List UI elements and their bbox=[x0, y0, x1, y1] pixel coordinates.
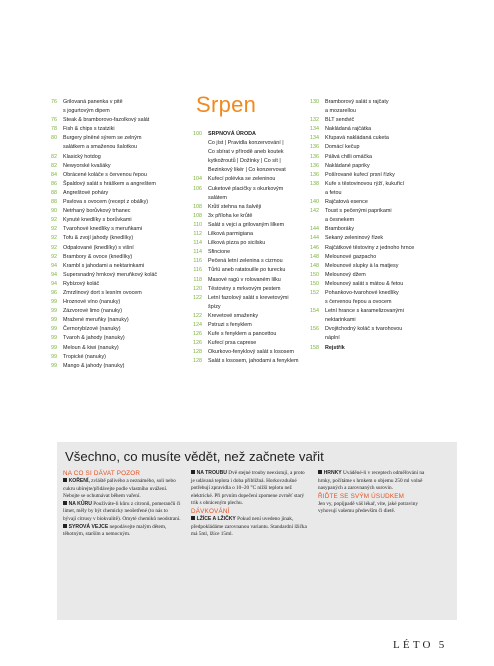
toc-page-number: 76 bbox=[51, 99, 57, 105]
toc-page-number: 92 bbox=[51, 226, 57, 233]
toc-page-number: 144 bbox=[310, 235, 319, 242]
toc-recipe-title: Melounové slupky à la matjesy bbox=[325, 262, 399, 269]
toc-entry bbox=[190, 348, 299, 357]
toc-recipe-title: Pečená letní zelenina s cizrnou bbox=[208, 258, 283, 265]
recipe-list-column-1 bbox=[45, 98, 157, 371]
toc-recipe-title: Salát s vejci a grilovaným lilkem bbox=[208, 221, 285, 228]
info-paragraph: KOŘENÍ, zvláště pálivého a neznámého, soli nebo cukru ubírejte/přidávejte podle vlastního uvážení. Nebojte se ochutnávat během vaření. bbox=[63, 478, 176, 500]
toc-page-number: 148 bbox=[310, 253, 319, 260]
page-footer bbox=[393, 639, 444, 651]
toc-entry bbox=[307, 316, 414, 325]
toc-page-number: 96 bbox=[51, 289, 57, 296]
toc-entry bbox=[307, 225, 414, 234]
toc-recipe-title: Newyorské kvašáky bbox=[63, 162, 111, 169]
toc-entry bbox=[190, 194, 299, 203]
toc-recipe-title: a česnekem bbox=[325, 217, 355, 224]
toc-recipe-title: Angreštové poháry bbox=[63, 189, 109, 196]
bullet-square-icon bbox=[318, 470, 322, 474]
toc-entry bbox=[307, 262, 414, 271]
toc-recipe-title: Mražené meruňky (nanuky) bbox=[63, 317, 129, 324]
toc-recipe-title: Toust s pečenými paprikami bbox=[325, 208, 392, 215]
info-paragraph: NA TROUBU Dvě stejné trouby neexistují, a proto je udávaná teplota i doba přibližná. Horkovzdušné potřebují zpravidla o 10–20 °C nižší teplotu než elektrické. Při prvním dopečení zpomene zvrněť starý trik s obráceným plechu. bbox=[191, 470, 305, 507]
toc-entry bbox=[190, 239, 299, 248]
recipe-list-column-2 bbox=[190, 130, 299, 366]
toc-recipe-title: Rejstřík bbox=[325, 344, 345, 351]
toc-recipe-title: Salát s lososem, jahodami a fenyklem bbox=[208, 358, 299, 365]
toc-recipe-title: Netrhaný borůvkový trhanec bbox=[63, 208, 131, 215]
toc-entry bbox=[190, 339, 299, 348]
toc-page-number: 99 bbox=[51, 335, 57, 342]
toc-recipe-title: Letní fazolový salát s krevetovými bbox=[208, 294, 289, 301]
toc-entry bbox=[45, 244, 157, 253]
toc-page-number: 126 bbox=[193, 331, 202, 338]
toc-entry bbox=[307, 325, 414, 334]
toc-entry bbox=[190, 330, 299, 339]
toc-recipe-title: Kuře s těstovinovou rýží, kukuřicí bbox=[325, 180, 405, 187]
toc-page-number: 132 bbox=[310, 117, 319, 124]
toc-entry bbox=[307, 125, 414, 134]
toc-recipe-title: Nakládané papriky bbox=[325, 162, 370, 169]
bullet-square-icon bbox=[63, 524, 67, 528]
toc-page-number: 112 bbox=[193, 231, 202, 238]
toc-page-number: 130 bbox=[310, 99, 319, 105]
toc-entry bbox=[307, 116, 414, 125]
toc-page-number: 156 bbox=[310, 326, 319, 333]
bullet-square-icon bbox=[191, 470, 195, 474]
toc-recipe-title: Brambory & ovoce (knedlíky) bbox=[63, 253, 133, 260]
toc-recipe-title: Steak & bramborovo-fazolkový salát bbox=[63, 117, 150, 124]
toc-entry bbox=[45, 316, 157, 325]
toc-page-number: 82 bbox=[51, 162, 57, 169]
info-paragraph: LŽÍCE A LŽIČKY Pokud není uvedeno jinak, předpokládáme zarovnanou variantu. Standardní lžička má 5ml, lžíce 15ml. bbox=[191, 515, 307, 538]
toc-entry bbox=[190, 221, 299, 230]
toc-entry bbox=[190, 294, 299, 303]
toc-recipe-title: s červenou řepou a ovocem bbox=[325, 299, 392, 306]
toc-page-number: 136 bbox=[310, 153, 319, 160]
toc-recipe-title: Melounové gazpacho bbox=[325, 253, 377, 260]
toc-recipe-title: Supersnadný hrnkový meruňkový koláč bbox=[63, 271, 158, 278]
toc-page-number: 78 bbox=[51, 126, 57, 133]
toc-page-number: 99 bbox=[51, 362, 57, 369]
toc-page-number: 99 bbox=[51, 344, 57, 351]
toc-entry bbox=[45, 207, 157, 216]
toc-page-number: 106 bbox=[193, 185, 202, 192]
toc-recipe-title: Tůrlü aneb ratatouille po turecku bbox=[208, 267, 286, 274]
toc-recipe-title: Krevetové smaženky bbox=[208, 312, 259, 319]
toc-page-number: 88 bbox=[51, 189, 57, 196]
toc-entry bbox=[307, 234, 414, 243]
toc-recipe-title: Zázvorové limo (nanuky) bbox=[63, 308, 123, 315]
toc-page-number: 140 bbox=[310, 199, 319, 206]
toc-recipe-title: Pstruzi s fenyklem bbox=[208, 321, 252, 328]
toc-entry bbox=[45, 289, 157, 298]
toc-page-number: 114 bbox=[193, 240, 202, 247]
toc-page-number: 142 bbox=[310, 208, 319, 215]
toc-entry bbox=[307, 289, 414, 298]
toc-page-number: 92 bbox=[51, 235, 57, 242]
toc-recipe-title: špízy bbox=[208, 303, 221, 310]
toc-recipe-title: Křupavá nakládaná cuketa bbox=[325, 135, 389, 142]
info-heading: NA CO SI DÁVAT POZOR bbox=[63, 470, 141, 477]
info-column-1 bbox=[63, 470, 181, 539]
toc-entry bbox=[307, 134, 414, 143]
toc-page-number: 99 bbox=[51, 326, 57, 333]
toc-page-number: 92 bbox=[51, 244, 57, 251]
toc-entry bbox=[307, 189, 414, 198]
toc-recipe-title: salátkem a smaženou šalotkou bbox=[63, 144, 138, 151]
toc-page-number: 94 bbox=[51, 280, 57, 287]
toc-entry bbox=[190, 130, 299, 139]
toc-recipe-title: Nakládaná rajčátka bbox=[325, 126, 372, 133]
toc-page-number: 92 bbox=[51, 253, 57, 260]
toc-entry bbox=[307, 171, 414, 180]
toc-page-number: 90 bbox=[51, 208, 57, 215]
toc-page-number: 108 bbox=[193, 203, 202, 210]
toc-entry bbox=[190, 357, 299, 366]
toc-entry bbox=[190, 157, 299, 166]
toc-recipe-title: Masové ragú v rolovaném lilku bbox=[208, 276, 281, 283]
toc-entry bbox=[45, 298, 157, 307]
toc-entry bbox=[45, 344, 157, 353]
info-heading: DÁVKOVÁNÍ bbox=[191, 507, 230, 515]
toc-recipe-title: Cuketové placičky s okurkovým bbox=[208, 185, 284, 192]
info-paragraph: NA KŮRU Používáte-li kůru z citronů, pomerančů či limet, měly by být chemicky neošetřené (to nás to bývají citrusy v biokvalitě). Omyté chemiků neodstraní. bbox=[63, 500, 181, 522]
toc-recipe-title: Melounový salát s mátou & fetou bbox=[325, 280, 404, 287]
toc-page-number: 80 bbox=[51, 135, 57, 142]
toc-page-number: 118 bbox=[193, 276, 202, 283]
toc-entry bbox=[307, 280, 414, 289]
toc-recipe-title: Rybízový koláč bbox=[63, 280, 100, 287]
toc-page-number: 114 bbox=[193, 249, 202, 256]
toc-entry bbox=[307, 334, 414, 343]
toc-recipe-title: Tvarohové knedlíky s meruňkami bbox=[63, 226, 143, 233]
toc-recipe-title: Melounový džem bbox=[325, 271, 366, 278]
toc-recipe-title: Co jíst | Pravidla konzervování | bbox=[208, 140, 284, 147]
toc-recipe-title: Sekaný zeleninový řízek bbox=[325, 235, 384, 242]
toc-recipe-title: Letní hrance s karamelizovanými bbox=[325, 308, 404, 315]
toc-recipe-title: Pohankovo-tvarohové knedlíky bbox=[325, 289, 399, 296]
toc-entry bbox=[45, 280, 157, 289]
toc-page-number: 146 bbox=[310, 244, 319, 251]
toc-entry bbox=[307, 244, 414, 253]
toc-recipe-title: Krambl s jahodami a nektarinkami bbox=[63, 262, 145, 269]
toc-page-number: 144 bbox=[310, 226, 319, 233]
toc-entry bbox=[190, 303, 299, 312]
toc-recipe-title: Klasický hotdog bbox=[63, 153, 101, 160]
toc-entry bbox=[45, 253, 157, 262]
toc-entry bbox=[307, 307, 414, 316]
toc-entry bbox=[45, 125, 157, 134]
bullet-square-icon bbox=[63, 478, 67, 482]
toc-recipe-title: Mango & jahody (nanuky) bbox=[63, 362, 125, 369]
toc-page-number: 108 bbox=[193, 212, 202, 219]
toc-page-number: 128 bbox=[193, 349, 202, 356]
toc-page-number: 92 bbox=[51, 217, 57, 224]
toc-entry bbox=[190, 248, 299, 257]
toc-entry bbox=[307, 162, 414, 171]
toc-entry bbox=[190, 312, 299, 321]
toc-page-number: 134 bbox=[310, 135, 319, 142]
info-paragraph: HRNKY Uváděné-li v receptech odměřování na hrnky, počítáme s hrnkem o objemu 250 ml volně nasypaných a zarovnaných surovin. bbox=[318, 470, 425, 492]
toc-page-number: 86 bbox=[51, 180, 57, 187]
toc-entry bbox=[307, 198, 414, 207]
toc-recipe-title: Tvaroh & jahody (nanuky) bbox=[63, 335, 125, 342]
toc-entry bbox=[190, 212, 299, 221]
toc-recipe-title: Pavlova s ovocem (recept z obálky) bbox=[63, 199, 149, 206]
toc-entry bbox=[45, 134, 157, 143]
toc-recipe-title: kytkožroutů | Dožínky | Co sít | bbox=[208, 158, 281, 165]
toc-recipe-title: Fish & chips s tzatziki bbox=[63, 126, 115, 133]
toc-page-number: 154 bbox=[310, 308, 319, 315]
toc-page-number: 99 bbox=[51, 308, 57, 315]
toc-entry bbox=[45, 116, 157, 125]
toc-recipe-title: Co sbírat v přírodě aneb koutek bbox=[208, 149, 284, 156]
toc-page-number: 148 bbox=[310, 262, 319, 269]
toc-recipe-title: s jogurtovým dipem bbox=[63, 108, 110, 115]
toc-entry bbox=[45, 271, 157, 280]
toc-page-number: 94 bbox=[51, 262, 57, 269]
toc-page-number: 128 bbox=[193, 358, 202, 365]
info-paragraph: Jen vy, popíjpadě váš lékař, víte, jaké potraviny vyhovují vašemu především či dietě. bbox=[318, 500, 418, 515]
info-column-2 bbox=[191, 470, 309, 539]
toc-page-number: 99 bbox=[51, 353, 57, 360]
toc-page-number: 136 bbox=[310, 144, 319, 151]
page-number: 5 bbox=[438, 639, 445, 651]
toc-page-number: 94 bbox=[51, 271, 57, 278]
toc-entry bbox=[45, 307, 157, 316]
toc-page-number: 150 bbox=[310, 280, 319, 287]
toc-page-number: 116 bbox=[193, 258, 202, 265]
toc-page-number: 138 bbox=[310, 180, 319, 187]
toc-entry bbox=[307, 344, 414, 353]
toc-recipe-title: Krůtí stehna na šalvěji bbox=[208, 203, 262, 210]
toc-recipe-title: Bezinkový likér | Co konzervovat bbox=[208, 167, 286, 174]
toc-entry bbox=[45, 362, 157, 371]
toc-entry bbox=[307, 216, 414, 225]
toc-entry bbox=[45, 262, 157, 271]
info-paragraph: SYROVÁ VEJCE nepodávejte malým dětem, těhotným, starším a nemocným. bbox=[63, 523, 167, 538]
toc-recipe-title: SRPNOVÁ ÚRODA bbox=[208, 131, 256, 137]
toc-page-number: 110 bbox=[193, 221, 202, 228]
toc-recipe-title: Dvojitchodný koláč s tvarohovou bbox=[325, 326, 403, 333]
toc-entry bbox=[190, 257, 299, 266]
toc-recipe-title: Meloun & kiwi (nanuky) bbox=[63, 344, 119, 351]
toc-entry bbox=[45, 325, 157, 334]
toc-page-number: 158 bbox=[310, 344, 319, 351]
toc-page-number: 134 bbox=[310, 126, 319, 133]
toc-entry bbox=[190, 276, 299, 285]
toc-recipe-title: Grilovaná panenka v pitě bbox=[63, 99, 123, 105]
toc-recipe-title: Zmrzlinový dort s lesním ovocem bbox=[63, 289, 142, 296]
toc-recipe-title: Okurkovo-fenyklový salát s lososem bbox=[208, 349, 294, 356]
toc-page-number: 126 bbox=[193, 340, 202, 347]
toc-recipe-title: Bramborový salát s rajčaty bbox=[325, 99, 389, 105]
toc-recipe-title: Burgery plněné sýrem se zelným bbox=[63, 135, 142, 142]
toc-entry bbox=[307, 271, 414, 280]
toc-recipe-title: Pálivá chilli omáčka bbox=[325, 153, 373, 160]
toc-recipe-title: Tropické (nanuky) bbox=[63, 353, 106, 360]
toc-page-number: 116 bbox=[193, 267, 202, 274]
toc-entry bbox=[307, 153, 414, 162]
toc-page-number: 99 bbox=[51, 299, 57, 306]
toc-recipe-title: Rajčátkové těstoviny z jednoho hrnce bbox=[325, 244, 415, 251]
info-box-title: Všechno, co musíte vědět, než začnete vařit bbox=[65, 449, 324, 464]
toc-entry bbox=[45, 353, 157, 362]
bullet-square-icon bbox=[63, 501, 67, 505]
recipe-list-column-3 bbox=[307, 98, 414, 353]
toc-recipe-title: Bramboráky bbox=[325, 226, 355, 233]
toc-recipe-title: Černorybízové (nanuky) bbox=[63, 326, 121, 333]
toc-entry bbox=[45, 171, 157, 180]
toc-recipe-title: Kuřecí prsa caprese bbox=[208, 340, 257, 347]
toc-recipe-title: Sfincione bbox=[208, 249, 231, 256]
toc-entry bbox=[190, 230, 299, 239]
toc-recipe-title: Lilková pizza po sicilsku bbox=[208, 240, 266, 247]
toc-recipe-title: Kynuté knedlíky s borůvkami bbox=[63, 217, 132, 224]
toc-entry bbox=[45, 98, 157, 107]
toc-entry bbox=[45, 153, 157, 162]
toc-entry bbox=[190, 321, 299, 330]
toc-recipe-title: Kuřecí polévka se zeleninou bbox=[208, 176, 276, 183]
toc-recipe-title: a fetou bbox=[325, 189, 342, 196]
toc-recipe-title: Pošírované kuřecí prsní řízky bbox=[325, 171, 395, 178]
toc-page-number: 124 bbox=[193, 321, 202, 328]
toc-recipe-title: Hroznové víno (nanuky) bbox=[63, 299, 121, 306]
toc-entry bbox=[45, 162, 157, 171]
toc-page-number: 150 bbox=[310, 271, 319, 278]
toc-entry bbox=[190, 285, 299, 294]
toc-entry bbox=[45, 143, 157, 152]
toc-entry bbox=[45, 107, 157, 116]
toc-recipe-title: Domácí kečup bbox=[325, 144, 360, 151]
toc-page-number: 152 bbox=[310, 289, 319, 296]
toc-entry bbox=[45, 216, 157, 225]
toc-recipe-title: nektarinkami bbox=[325, 317, 356, 324]
toc-recipe-title: Odpalované (knedlíky) s višní bbox=[63, 244, 134, 251]
toc-page-number: 122 bbox=[193, 294, 202, 301]
footer-label: LÉTO bbox=[393, 639, 434, 651]
toc-page-number: 76 bbox=[51, 117, 57, 124]
info-heading: ŘIĎTE SE SVÝM ÚSUDKEM bbox=[318, 492, 405, 500]
toc-entry bbox=[190, 185, 299, 194]
toc-entry bbox=[190, 148, 299, 157]
toc-recipe-title: BLT sendvič bbox=[325, 117, 355, 124]
info-column-3 bbox=[318, 470, 436, 516]
toc-page-number: 88 bbox=[51, 199, 57, 206]
toc-page-number: 99 bbox=[51, 317, 57, 324]
toc-page-number: 104 bbox=[193, 176, 202, 183]
toc-entry bbox=[45, 180, 157, 189]
toc-entry bbox=[190, 139, 299, 148]
toc-entry bbox=[307, 107, 414, 116]
toc-entry bbox=[45, 334, 157, 343]
toc-entry bbox=[190, 175, 299, 184]
toc-entry bbox=[190, 266, 299, 275]
toc-recipe-title: 3x příloha ke krůtě bbox=[208, 212, 253, 219]
toc-page-number: 122 bbox=[193, 312, 202, 319]
toc-recipe-title: Rajčatová esence bbox=[325, 199, 368, 206]
toc-entry bbox=[307, 143, 414, 152]
toc-page-number: 100 bbox=[193, 131, 202, 137]
toc-page-number: 120 bbox=[193, 285, 202, 292]
toc-entry bbox=[307, 298, 414, 307]
toc-recipe-title: Lilková parmigiana bbox=[208, 231, 253, 238]
toc-entry bbox=[307, 253, 414, 262]
toc-page-number: 136 bbox=[310, 162, 319, 169]
toc-recipe-title: Kuře s fenyklem a pancettou bbox=[208, 331, 277, 338]
toc-page-number: 82 bbox=[51, 153, 57, 160]
toc-entry bbox=[307, 180, 414, 189]
toc-entry bbox=[307, 207, 414, 216]
toc-entry bbox=[190, 203, 299, 212]
toc-entry bbox=[307, 98, 414, 107]
toc-entry bbox=[45, 189, 157, 198]
toc-entry bbox=[45, 234, 157, 243]
toc-recipe-title: Špaldový salát s hráškem a angreštem bbox=[63, 180, 156, 187]
toc-recipe-title: náplní bbox=[325, 335, 340, 342]
toc-entry bbox=[190, 166, 299, 175]
toc-recipe-title: Těstoviny s mrkvovým pestem bbox=[208, 285, 281, 292]
toc-recipe-title: Obrácené koláče s červenou řepou bbox=[63, 171, 147, 178]
toc-recipe-title: a mozarellou bbox=[325, 108, 356, 115]
toc-recipe-title: salátem bbox=[208, 194, 227, 201]
toc-entry bbox=[45, 198, 157, 207]
toc-recipe-title: Tofu & zvojí jahody (knedlíky) bbox=[63, 235, 134, 242]
toc-entry bbox=[45, 225, 157, 234]
bullet-square-icon bbox=[191, 516, 195, 520]
toc-page-number: 136 bbox=[310, 171, 319, 178]
section-heading: Srpen bbox=[196, 92, 257, 117]
toc-page-number: 84 bbox=[51, 171, 57, 178]
